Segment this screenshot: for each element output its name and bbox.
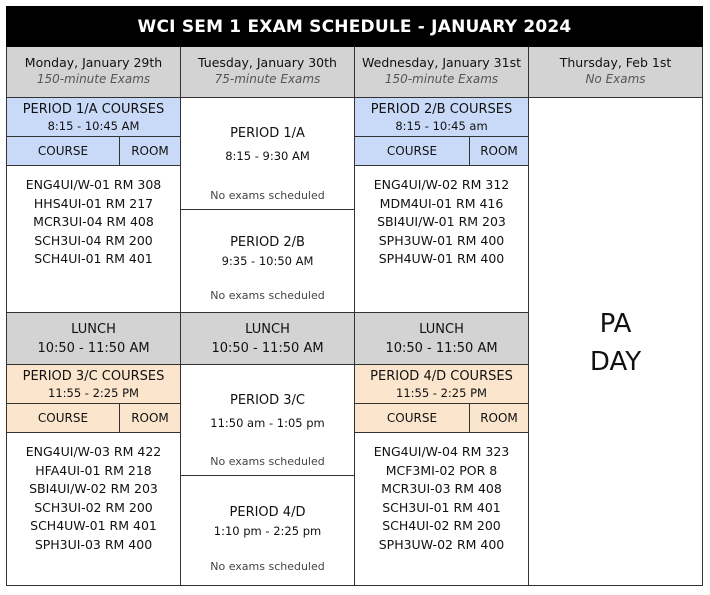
grid-divider (354, 47, 355, 586)
list-item: MCR3UI-03 RM 408 (381, 481, 502, 496)
tuesday-lunch (181, 313, 354, 364)
day-date: Tuesday, January 30th (198, 55, 337, 70)
grid-divider (119, 403, 120, 433)
list-item: SCH4UI-01 RM 401 (34, 251, 153, 266)
tuesday-period-2b (181, 210, 354, 312)
monday-room-label: ROOM (120, 137, 180, 165)
grid-divider (528, 47, 529, 586)
day-subtitle: 75-minute Exams (214, 72, 321, 86)
monday-period-3c-header (7, 365, 180, 403)
period-title: PERIOD 3/C COURSES (22, 368, 165, 384)
period-title: PERIOD 4/D (229, 505, 306, 520)
list-item: MCR3UI-04 RM 408 (33, 214, 154, 229)
period-time: 8:15 - 10:45 am (395, 118, 488, 133)
monday-period-1a-header (7, 98, 180, 136)
grid-divider (469, 136, 470, 166)
day-header-thursday (529, 47, 702, 97)
period-time: 11:50 am - 1:05 pm (210, 416, 325, 430)
period-time: 11:55 - 2:25 PM (48, 385, 139, 400)
no-exams-note: No exams scheduled (210, 189, 325, 202)
pa-day-label (529, 298, 702, 388)
pa-day-line1: PA (599, 309, 632, 339)
day-date: Monday, January 29th (24, 55, 163, 70)
day-header-wednesday (355, 47, 528, 97)
tuesday-period-1a (181, 98, 354, 209)
grid-divider (6, 136, 181, 137)
no-exams-note: No exams scheduled (210, 455, 325, 468)
grid-divider (469, 403, 470, 433)
grid-divider (119, 136, 120, 166)
list-item: HFA4UI-01 RM 218 (35, 462, 152, 478)
period-time: 1:10 pm - 2:25 pm (213, 524, 322, 538)
grid-border-right (702, 47, 703, 586)
grid-border-left (6, 47, 7, 586)
wednesday-course-label-2: COURSE (355, 404, 469, 432)
list-item: SCH3UI-02 RM 200 (34, 499, 153, 515)
lunch-label: LUNCH (71, 321, 116, 337)
grid-divider (180, 475, 355, 476)
grid-divider (354, 165, 529, 166)
period-title: PERIOD 3/C (229, 393, 306, 408)
day-header-tuesday (181, 47, 354, 97)
wednesday-p2-course-list (355, 166, 528, 312)
list-item: SCH4UI-02 RM 200 (382, 518, 501, 533)
period-time: 8:15 - 9:30 AM (225, 149, 310, 163)
grid-divider (6, 364, 529, 365)
grid-divider (354, 136, 529, 137)
monday-room-label-2: ROOM (120, 404, 180, 432)
list-item: SPH3UI-03 RM 400 (34, 536, 153, 552)
list-item: SPH3UW-01 RM 400 (378, 232, 505, 248)
grid-divider (6, 312, 529, 313)
grid-border-bottom (6, 585, 703, 586)
lunch-label: LUNCH (245, 321, 290, 337)
list-item: SBI4UI/W-01 RM 203 (377, 214, 506, 229)
lunch-time: 10:50 - 11:50 AM (385, 340, 498, 356)
list-item: SCH4UW-01 RM 401 (30, 518, 157, 533)
period-title: PERIOD 2/B COURSES (370, 101, 513, 117)
day-subtitle: 150-minute Exams (384, 72, 499, 86)
list-item: HHS4UI-01 RM 217 (33, 195, 154, 211)
period-title: PERIOD 4/D COURSES (370, 368, 513, 384)
list-item: ENG4UI/W-02 RM 312 (373, 177, 510, 192)
list-item: MCF3MI-02 POR 8 (385, 462, 498, 478)
wednesday-period-4d-header (355, 365, 528, 403)
list-item: ENG4UI/W-01 RM 308 (25, 177, 162, 192)
wednesday-room-label: ROOM (470, 137, 528, 165)
grid-divider (180, 47, 181, 586)
list-item: SCH3UI-04 RM 200 (34, 232, 153, 248)
wednesday-period-2b-header (355, 98, 528, 136)
list-item: ENG4UI/W-03 RM 422 (25, 444, 162, 459)
period-title: PERIOD 1/A (230, 126, 305, 141)
grid-divider (6, 165, 181, 166)
lunch-time: 10:50 - 11:50 AM (211, 340, 324, 356)
no-exams-note: No exams scheduled (210, 560, 325, 573)
period-time: 11:55 - 2:25 PM (396, 385, 487, 400)
grid-divider (354, 432, 529, 433)
wednesday-lunch (355, 313, 528, 364)
wednesday-p4-course-list (355, 433, 528, 585)
grid-divider (354, 403, 529, 404)
monday-course-label-2: COURSE (7, 404, 119, 432)
period-time: 9:35 - 10:50 AM (221, 254, 314, 268)
grid-divider (6, 403, 181, 404)
page-title: WCI SEM 1 EXAM SCHEDULE - JANUARY 2024 (6, 6, 703, 47)
grid-divider (6, 97, 703, 98)
wednesday-course-label: COURSE (355, 137, 469, 165)
tuesday-period-4d (181, 476, 354, 585)
no-exams-note: No exams scheduled (210, 289, 325, 302)
pa-day-line2: DAY (589, 347, 642, 377)
period-time: 8:15 - 10:45 AM (47, 118, 140, 133)
list-item: MDM4UI-01 RM 416 (379, 195, 504, 211)
period-title: PERIOD 2/B (230, 235, 305, 250)
grid-divider (180, 209, 355, 210)
list-item: SBI4UI/W-02 RM 203 (29, 481, 158, 496)
list-item: SPH4UW-01 RM 400 (378, 251, 505, 266)
monday-lunch (7, 313, 180, 364)
lunch-label: LUNCH (419, 321, 464, 337)
day-date: Thursday, Feb 1st (559, 55, 672, 70)
monday-p1-course-list (7, 166, 180, 312)
wednesday-room-label-2: ROOM (470, 404, 528, 432)
list-item: SPH3UW-02 RM 400 (378, 536, 505, 552)
list-item: SCH3UI-01 RM 401 (382, 499, 501, 515)
list-item: ENG4UI/W-04 RM 323 (373, 444, 510, 459)
period-title: PERIOD 1/A COURSES (22, 101, 165, 117)
monday-p3-course-list (7, 433, 180, 585)
monday-course-label: COURSE (7, 137, 119, 165)
tuesday-period-3c (181, 365, 354, 475)
lunch-time: 10:50 - 11:50 AM (37, 340, 150, 356)
day-date: Wednesday, January 31st (362, 55, 521, 70)
day-subtitle: 150-minute Exams (36, 72, 151, 86)
day-subtitle: No Exams (585, 72, 646, 86)
day-header-monday (7, 47, 180, 97)
grid-divider (6, 432, 181, 433)
